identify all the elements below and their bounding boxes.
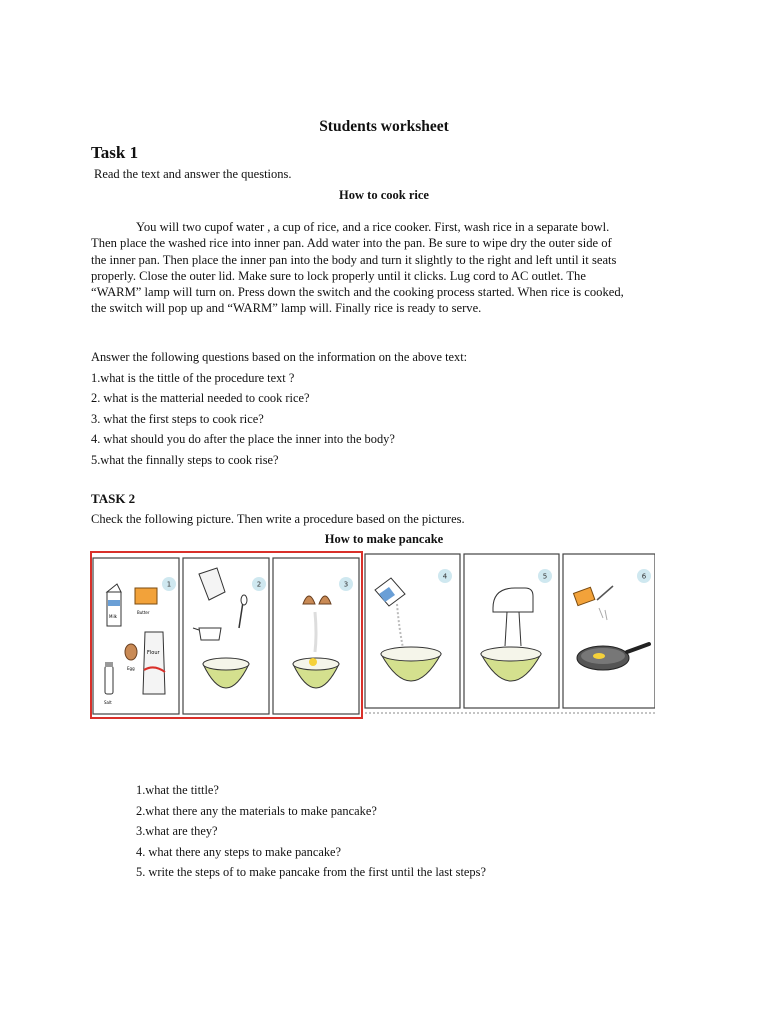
frying-pan-icon [577,644,649,670]
task1-instruction: Read the text and answer the questions. [94,167,292,181]
question-item: 2.what there any the materials to make pancake? [136,803,377,818]
bowl-icon [481,647,541,681]
question-item: 1.what is the tittle of the procedure text ? [91,370,295,385]
step-number: 2 [256,580,262,589]
question-item: 3. what the first steps to cook rice? [91,411,264,426]
ingredient-label: Flour [147,650,160,656]
fry-pancake-panel [573,586,649,670]
task2-instruction: Check the following picture. Then write a procedure based on the pictures. [91,512,465,526]
hand-mixer-icon [493,588,533,646]
question-item: 1.what the tittle? [136,783,219,797]
question-item: 3.what are they? [136,824,218,839]
sift-flour-panel [193,568,249,688]
step-number: 3 [343,580,349,589]
milk-carton-icon [107,584,121,626]
paragraph-line: the inner pan. Then place the inner pan into the body and turn it slightly to the right and left until it seats [91,252,617,267]
salt-shaker-icon [105,662,113,694]
knife-icon [597,586,613,600]
step-number: 1 [166,580,172,589]
bowl-icon [293,658,339,688]
pancake-subheading: How to make pancake [324,532,444,546]
egg-shell-icon [303,596,315,604]
paragraph-line: Then place the washed rice into inner pan. Add water into the pan. Be sure to wipe dry the outer side of [91,236,612,251]
question-item: 2. what is the matterial needed to cook rice? [91,391,310,405]
paragraph-line: the switch will pop up and “WARM” lamp will. Finally rice is ready to serve. [91,301,482,316]
step-number: 5 [542,572,548,581]
questions-intro: Answer the following questions based on the information on the above text: [91,350,468,364]
ingredient-label: Salt [104,700,112,705]
flour-bag-icon [199,568,225,600]
question-item: 5. write the steps of to make pancake from the first until the last steps? [136,865,486,880]
question-item: 4. what should you do after the place the inner into the body? [91,432,395,446]
step-number: 6 [641,572,647,581]
task2-questions [136,783,486,886]
butter-block-icon [135,588,157,604]
task1-questions [91,350,467,473]
question-item: 4. what there any steps to make pancake? [136,844,342,859]
question-item: 5.what the finnally steps to cook rise? [91,452,279,467]
highlight-frame [91,552,362,718]
worksheet-title: Students worksheet [319,118,449,135]
spoon-icon [239,602,243,628]
step-number: 4 [442,572,448,581]
pancake-steps-illustration [89,548,655,720]
rice-procedure-paragraph [91,219,676,317]
mix-batter-panel [481,588,541,681]
rice-subheading: How to cook rice [339,188,429,202]
egg-icon [125,644,137,660]
bowl-icon [381,647,441,681]
flour-bag-icon [143,632,165,694]
ingredient-label: Butter [137,610,150,615]
ingredient-label: Milk [109,614,117,619]
milk-carton-icon [375,578,405,606]
paragraph-line: properly. Close the outer lid. Make sure to lock properly until it clicks. Lug cord to AC outlet. The [91,268,586,283]
butter-block-icon [573,587,594,605]
bowl-icon [203,658,249,688]
task1-heading: Task 1 [91,143,139,162]
measuring-cup-icon [199,628,221,640]
pour-milk-panel [375,578,441,681]
ingredients-panel [104,584,165,705]
crack-egg-panel [293,596,339,688]
paragraph-line: “WARM” lamp will turn on. Press down the switch and the cooking process started. When rice is cooked, [91,285,624,300]
paragraph-line: You will two cupof water , a cup of rice, and a rice cooker. First, wash rice in a separate bowl. [136,220,610,234]
task2-heading: TASK 2 [91,491,136,506]
ingredient-label: Egg [127,666,135,671]
